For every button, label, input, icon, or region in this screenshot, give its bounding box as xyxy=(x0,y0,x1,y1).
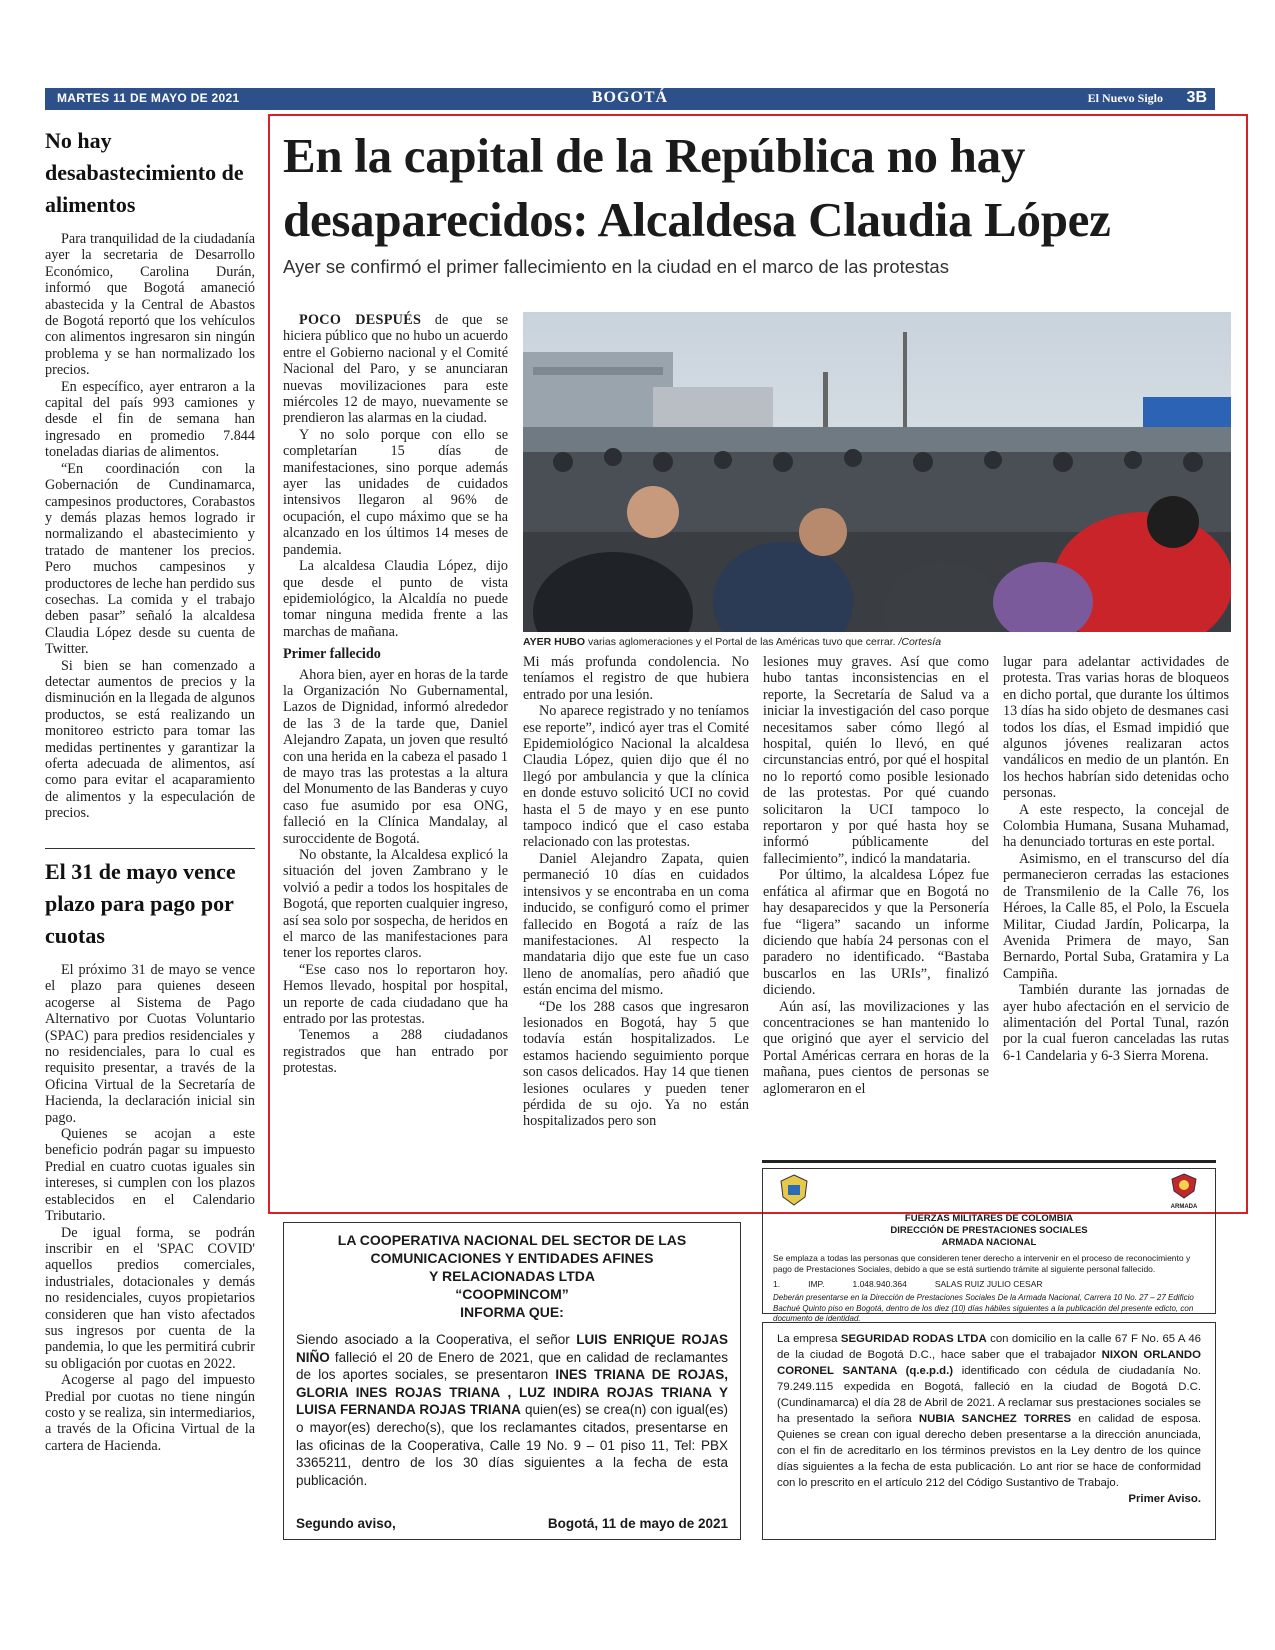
story1-paragraph: Para tranquilidad de la ciudadanía ayer la secretaria de Desarrollo Económico, Carolina Durán, informó que Bogotá amaneció abastecida y la Central de Abastos de Bogotá reportó que los vehículos con alimentos ingresaron sin ningún problema y se han normalizado los precios. xyxy=(45,231,255,379)
coopmincom-notice xyxy=(283,1222,741,1540)
story2-title: El 31 de mayo vence plazo para pago por cuotas xyxy=(45,859,236,948)
caption-lead: AYER HUBO xyxy=(523,636,586,648)
deck: Ayer se confirmó el primer fallecimiento en la ciudad en el marco de las protestas xyxy=(283,256,949,277)
notice-title-line: COMUNICACIONES Y ENTIDADES AFINES xyxy=(370,1250,654,1266)
armada-heading-line: DIRECCIÓN DE PRESTACIONES SOCIALES xyxy=(890,1225,1088,1236)
notice-footer-left: Segundo aviso, xyxy=(296,1516,396,1531)
notice-title-line: Y RELACIONADAS LTDA xyxy=(429,1268,595,1284)
paragraph: Daniel Alejandro Zapata, quien permaneció 10 días en cuidados intensivos y se encontraba en un coma inducido, se configuró como el primer fallecido en Bogotá a raíz de las manifestaciones. Al respecto la mandataria dijo que este fue un caso lleno de anomalías, pero añadió que están encima del mismo. xyxy=(523,850,749,999)
story1-paragraph: “En coordinación con la Gobernación de Cundinamarca, campesinos productores, Corabastos y demás plazas hemos logrado ir normalizando el abastecimiento y tratado de mantener los precios. Pero muchos campesinos y productores de leche han perdido sus cosechas. La comida y el trabajo deben pasar” señaló la alcaldesa Claudia López desde su cuenta de Twitter. xyxy=(45,460,255,658)
armada-crest-icon xyxy=(1167,1173,1201,1209)
article-column-2 xyxy=(523,654,749,1130)
notice-title xyxy=(296,1231,728,1321)
story2-paragraph: De igual forma, se podrán inscribir en el 'SPAC COVID' aquellos predios comerciales, industriales, dotacionales y demás no residenciales, cuyos propietarios consideren que han visto afectados sus ingresos por cuenta de la pandemia, lo que les permitirá cubrir su obligación por cuotas en 2022. xyxy=(45,1224,255,1372)
row-number: 1. xyxy=(773,1279,781,1289)
paragraph: Tenemos a 288 ciudadanos registrados que han entrado por protestas. xyxy=(283,1027,508,1077)
notice-text: identificado con cédula de ciudadanía No. 79.249.115 expedida en Bogotá, falleció en la ciudad de Bogotá D.C. (Cundinamarca) el día 28 de Abril de 2021. A reclamar sus prestaciones sociales se ha presentado la señora xyxy=(777,1365,1202,1425)
colombia-crest-icon xyxy=(777,1173,811,1207)
lead-caps: POCO DESPUÉS xyxy=(299,312,422,328)
paragraph: Mi más profunda condolencia. No teníamos el registro de que hubiera entrado por una lesión. xyxy=(523,654,749,703)
crowd-image xyxy=(523,312,1231,632)
paragraph: También durante las jornadas de ayer hubo afectación en el servicio de alimentación del Portal Tunal, razón por la cual fueron canceladas las rutas 6-1 Candelaria y 6-3 Sierra Morena. xyxy=(1003,982,1229,1064)
story2-paragraph: El próximo 31 de mayo se vence el plazo para quienes deseen acogerse al Sistema de Pago Alternativo por Cuotas Voluntario (SPAC) para predios residenciales y no residenciales, para lo cual es requisito presentar, a través de la Oficina Virtual de la Secretaría de Hacienda, la declaración inicial sin pago. xyxy=(45,962,255,1126)
story2-body xyxy=(45,962,255,1454)
sidebar xyxy=(45,125,255,822)
paragraph: “Ese caso nos lo reportaron hoy. Hemos llevado, hospital por hospital, un reporte de cada ciudadano que ha entrado por las protestas. xyxy=(283,961,508,1028)
row-id: 1.048.940.364 xyxy=(852,1279,907,1289)
worker-name: NIXON ORLANDO CORONEL SANTANA (q.e.p.d.) xyxy=(777,1349,1201,1377)
caption-credit: /Cortesía xyxy=(898,636,942,648)
paragraph: Aún así, las movilizaciones y las concentraciones se han mantenido lo que originó que ayer el servicio del Portal Américas cerrara en horas de la mañana, pues cientos de personas se aglomeraron en el xyxy=(763,998,989,1097)
sidebar-story2 xyxy=(45,856,255,1454)
paragraph: La alcaldesa Claudia López, dijo que desde el punto de vista epidemiológico, la Alcaldía no puede tomar ninguna medida frente a las marchas de mañana. xyxy=(283,558,508,640)
armada-heading-line: FUERZAS MILITARES DE COLOMBIA xyxy=(904,1213,1074,1224)
notice-footer-right: Bogotá, 11 de mayo de 2021 xyxy=(547,1516,728,1531)
row-type: IMP. xyxy=(808,1279,825,1289)
notice-text: Siendo asociado a la Cooperativa, el señor xyxy=(296,1332,570,1347)
issue-date: MARTES 11 DE MAYO DE 2021 xyxy=(57,91,240,105)
armada-row xyxy=(773,1279,1205,1289)
deceased-name: LUIS ENRIQUE ROJAS NIÑO xyxy=(296,1332,728,1365)
notice-title-line: INFORMA QUE: xyxy=(460,1304,564,1320)
claimant-names: INES TRIANA DE ROJAS, GLORIA INES ROJAS TRIANA , LUZ INDIRA ROJAS TRIANA Y LUISA FERNANDA ROJAS TRIANA xyxy=(296,1367,728,1418)
divider xyxy=(45,848,255,849)
notice-title-line: LA COOPERATIVA NACIONAL DEL SECTOR DE LAS xyxy=(337,1232,687,1248)
story1-body xyxy=(45,231,255,822)
article-column-4 xyxy=(1003,654,1229,1064)
armada-instructions: Deberán presentarse en la Dirección de Prestaciones Sociales De la Armada Nacional, Carrera 10 No. 27 – 27 Edificio Bachué Quinto piso en Bogotá, dentro de los diez (10) días hábiles siguientes a la publicación del presente edicto, con documento de identidad. xyxy=(773,1293,1194,1323)
divider xyxy=(762,1160,1216,1163)
notice-text: en calidad de esposa. Quienes se crean con igual derecho deben presentarse a la dirección anunciada, con el fin de acreditarlo en los términos previstos en la Ley dentro de los quince días siguientes a la fecha de esta publicación. Lo ant rior se hace de conformidad con lo prescrito en el artículo 212 del Código Sustantivo de Trabajo. xyxy=(777,1413,1202,1489)
section-name: BOGOTÁ xyxy=(591,89,669,106)
notice-footer: Primer Aviso. xyxy=(1128,1493,1201,1505)
armada-intro: Se emplaza a todas las personas que consideren tener derecho a intervenir en el proceso de reconocimiento y pago de Prestaciones Sociales, debido a que se está surtiendo trámite al siguiente personal fallecido. xyxy=(773,1253,1191,1274)
notice-text: quien(es) se crea(n) con igual(es) o mayor(es) derecho(s), que los reclamantes citados, presentarse en las oficinas de la Cooperativa, Calle 19 No. 9 – 01 piso 11, Tel: PBX 3365211, dentro de los 30 días siguientes a la fecha de esta publicación. xyxy=(296,1402,728,1488)
paragraph: lesiones muy graves. Así que como hubo tantas inconsistencias en el reporte, la Secretaría de Salud va a iniciar la investigación del caso porque necesitamos saber cómo llegó al hospital, quién lo llevó, en qué circunstancias entró, por qué el hospital no lo reportó como posible lesionado de las protestas. Por qué cuando solicitaron la UCI tampoco lo reportaron y por qué hasta hoy se informó públicamente del fallecimiento”, indicó la mandataria. xyxy=(763,654,989,867)
photo-caption xyxy=(523,636,1231,648)
subhead: Primer fallecido xyxy=(283,646,381,663)
paragraph: Por último, la alcaldesa López fue enfática al afirmar que en Bogotá no hay desaparecidos y que la Personería fue “ligera” sacando un informe diciendo que había 24 personas con el paradero no identificado. “Bastaba buscarlos en las URIs”, finalizó diciendo. xyxy=(763,867,989,999)
notice-text: La empresa xyxy=(777,1333,838,1345)
paragraph: No aparece registrado y no teníamos ese reporte”, indicó ayer tras el Comité Epidemiológico Nacional la alcaldesa Claudia López, quien dijo que él no llegó por ambulancia y que la clínica en donde estuvo solicitó UCI no covid hasta el 5 de mayo y en ese punto tampoco indicó que el caso estaba relacionado con las protestas. xyxy=(523,703,749,851)
headline: En la capital de la República no hay desaparecidos: Alcaldesa Claudia López xyxy=(283,128,1111,247)
armada-heading xyxy=(773,1213,1205,1249)
caption-text: varias aglomeraciones y el Portal de las Américas tuvo que cerrar. xyxy=(587,636,896,648)
lead-paragraph xyxy=(283,312,508,427)
paragraph: “De los 288 casos que ingresaron lesionados en Bogotá, hay 5 que todavía están hospitalizados. Le estamos haciendo seguimiento porque son casos delicados. Hay 14 que tienen lesiones oculares y pueden tener pérdida de su ojo. Ya no están hospitalizados pero son xyxy=(523,998,749,1130)
notice-body xyxy=(296,1331,728,1489)
protest-photo xyxy=(523,312,1231,632)
row-name: SALAS RUIZ JULIO CESAR xyxy=(934,1279,1043,1289)
story1-paragraph: Si bien se han comenzado a detectar aumentos de precios y la disminución en la llegada de algunos productos, se está realizando un monitoreo estricto para tomar las medidas pertinentes y garantizar la oferta adecuada de alimentos, así como para evitar el acaparamiento de alimentos y la especulación de precios. xyxy=(45,657,255,822)
story1-paragraph: En específico, ayer entraron a la capital del país 993 camiones y desde el fin de semana han ingresado en promedio 7.844 toneladas diarias de alimentos. xyxy=(45,378,255,461)
armada-notice xyxy=(762,1168,1216,1323)
paragraph: Ahora bien, ayer en horas de la tarde la Organización No Gubernamental, Lazos de Dignidad, informó alrededor de las 3 de la tarde que, Daniel Alejandro Zapata, un joven que resultó con una herida en la cabeza el pasado 1 de mayo tras las protestas a la altura del Monumento de las Banderas y cuyo caso fue asumido por esa ONG, falleció en la Clínica Mandalay, al suroccidente de Bogotá. xyxy=(283,666,508,847)
story1-title: No hay desabastecimiento de alimentos xyxy=(45,128,244,217)
paragraph: lugar para adelantar actividades de protesta. Tras varias horas de bloqueos en dicho portal, que durante los últimos 13 días ha sido objeto de desmanes casi todos los días, el Esmad impidió que algunos jóvenes realizaran actos vandálicos en medio de un plantón. En los hechos habrían sido detenidas ocho personas. xyxy=(1003,654,1229,802)
lead-text: de que se hiciera público que no hubo un acuerdo entre el Gobierno nacional y el Comité Nacional del Paro, y se anunciaran nuevas movilizaciones para este miércoles 12 de mayo, nuevamente se prendieron las alarmas en la ciudad. xyxy=(283,312,509,427)
newspaper-brand: El Nuevo Siglo xyxy=(1087,91,1163,105)
page-header xyxy=(45,88,1215,110)
article-column-1 xyxy=(283,312,508,1077)
notice-text: falleció el 20 de Enero de 2021, que en calidad de reclamantes de los aportes sociales, se presentaron xyxy=(296,1349,728,1383)
claimant-name: NUBIA SANCHEZ TORRES xyxy=(918,1413,1072,1425)
article-column-3 xyxy=(763,654,989,1097)
story2-paragraph: Acogerse al pago del impuesto Predial por cuotas no tiene ningún costo y se realiza, sin intermediarios, a través de la Oficina Virtual de la cartera de Hacienda. xyxy=(45,1372,255,1454)
paragraph: Y no solo porque con ello se completarían 15 días de manifestaciones, sino porque además ayer las unidades de cuidados intensivos llegaron al 96% de ocupación, el cupo máximo que se ha alcanzado en los últimos 14 meses de pandemia. xyxy=(283,426,508,558)
paragraph: No obstante, la Alcaldesa explicó la situación del joven Zambrano y le volvió a pedir a todos los hospitales de Bogotá, que reporten cualquier ingreso, así sea solo por sospecha, de heridos en el marco de las manifestaciones para tener los reportes claros. xyxy=(283,847,508,962)
armada-heading-line: ARMADA NACIONAL xyxy=(941,1237,1037,1248)
paragraph: Asimismo, en el transcurso del día permanecieron cerradas las estaciones de Transmilenio de la Calle 76, los Héroes, la Calle 85, el Polo, la Escuela Militar, Ciudad Jardín, Policarpa, la Avenida Primera de mayo, San Bernardo, Portal Suba, Gratamira y La Campiña. xyxy=(1003,850,1229,982)
seguridad-rodas-notice xyxy=(762,1322,1216,1540)
notice-footer xyxy=(296,1516,728,1531)
page-number: 3B xyxy=(1186,89,1207,106)
story2-paragraph: Quienes se acojan a este beneficio podrán pagar su impuesto Predial en cuatro cuotas iguales sin intereses, si cumplen con los plazos establecidos en el Calendario Tributario. xyxy=(45,1126,255,1225)
notice-title-line: “COOPMINCOM” xyxy=(455,1286,569,1302)
paragraph: A este respecto, la concejal de Colombia Humana, Susana Muhamad, ha denunciado torturas en este portal. xyxy=(1003,801,1229,851)
crest-label: ARMADA xyxy=(1170,1204,1198,1210)
notice-text: con domicilio en la calle 67 F No. 65 A 46 de la ciudad de Bogotá D.C., hace saber que el trabajador xyxy=(777,1333,1201,1361)
company-name: SEGURIDAD RODAS LTDA xyxy=(840,1333,987,1345)
